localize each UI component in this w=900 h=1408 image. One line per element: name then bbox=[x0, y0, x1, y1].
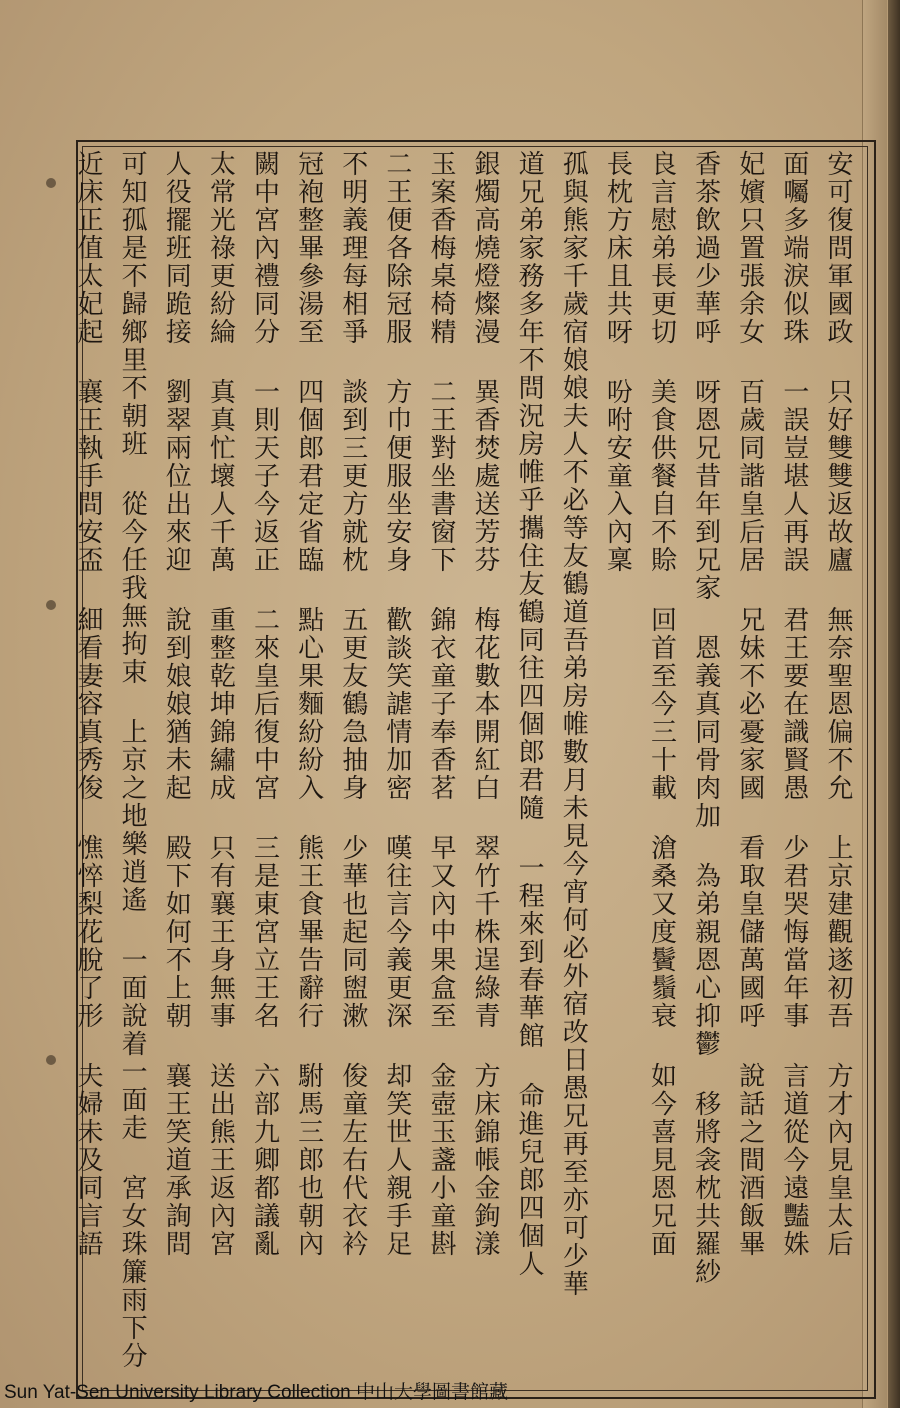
text-column: 玉案香梅桌椅精 二王對坐書窗下 錦衣童子奉香茗 早又內中果盒至 金壺玉盞小童斟 bbox=[425, 150, 456, 1258]
text-column: 近床正值太妃起 襄王執手問安盃 細看妻容真秀俊 憔悴梨花脫了形 夫婦未及同言語 bbox=[73, 150, 103, 1258]
text-column: 道兄弟家務多年不問況房帷乎攜住友鶴同往四個郎君隨 一程來到春華館 命進兒郎四個人 bbox=[514, 150, 545, 1278]
binding-hole-mark bbox=[46, 600, 56, 610]
binding-hole-mark bbox=[46, 178, 56, 188]
text-column: 香茶飲過少華呼 呀恩兄昔年到兄家 恩義真同骨肉加 為弟親恩心抑鬱 移將衾枕共羅紗 bbox=[690, 150, 721, 1286]
text-column: 長枕方床且共呀 吩咐安童入內稟 bbox=[602, 150, 633, 574]
page-edge bbox=[888, 0, 900, 1408]
text-column: 不明義理每相爭 談到三更方就枕 五更友鶴急抽身 少華也起同盥漱 俊童左右代衣衿 bbox=[337, 150, 368, 1258]
text-column: 銀燭高燒燈燦漫 異香焚處送芳芬 梅花數本開紅白 翠竹千株逞綠青 方床錦帳金鉤漾 bbox=[470, 150, 501, 1258]
text-column: 可知孤是不歸鄉里不朝班 從今任我無拘束 上京之地樂逍遙 一面說着一面走 宮女珠簾雨下分 bbox=[117, 150, 148, 1370]
text-column: 人役擺班同跪接 劉翠兩位出來迎 說到娘娘猶未起 殿下如何不上朝 襄王笑道承詢問 bbox=[161, 150, 192, 1258]
text-column: 孤與熊家千歲宿娘娘夫人不必等友鶴道吾弟房帷數月未見今宵何必外宿改日愚兄再至亦可少華 bbox=[558, 150, 589, 1298]
text-column: 良言慰弟長更切 美食供餐自不賒 回首至今三十載 滄桑又度鬢鬚衰 如今喜見恩兄面 bbox=[646, 150, 677, 1258]
text-column: 面囑多端淚似珠 一誤豈堪人再誤 君王要在識賢愚 少君哭悔當年事 言道從今遠豔姝 bbox=[778, 150, 809, 1258]
text-column: 冠袍整畢參湯至 四個郎君定省臨 點心果麵紛紛入 熊王食畢告辭行 駙馬三郎也朝內 bbox=[293, 150, 324, 1258]
binding-hole-mark bbox=[46, 1055, 56, 1065]
text-column: 安可復問軍國政 只好雙雙返故廬 無奈聖恩偏不允 上京建觀遂初吾 方才內見皇太后 bbox=[823, 150, 853, 1258]
collection-caption: Sun Yat-Sen University Library Collection 中山大學圖書館藏 bbox=[4, 1382, 509, 1403]
text-column: 二王便各除冠服 方巾便服坐安身 歡談笑謔情加密 嘆往言今義更深 却笑世人親手足 bbox=[381, 150, 412, 1258]
text-column: 闕中宮內禮同分 一則天子今返正 二來皇后復中宮 三是東宮立王名 六部九卿都議亂 bbox=[249, 150, 280, 1258]
text-column: 妃嬪只置張余女 百歲同諧皇后居 兄妹不必憂家國 看取皇儲萬國呼 說話之間酒飯畢 bbox=[734, 150, 765, 1258]
text-column: 太常光祿更紛綸 真真忙壞人千萬 重整乾坤錦繡成 只有襄王身無事 送出熊王返內宮 bbox=[205, 150, 236, 1258]
